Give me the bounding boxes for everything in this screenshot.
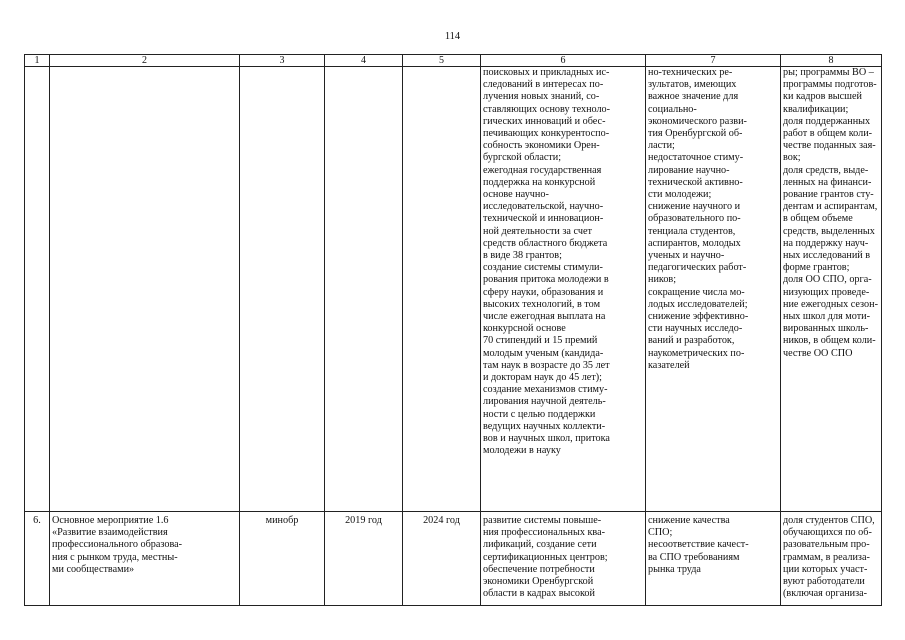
column-header-1: 1 <box>25 55 50 67</box>
measures-table <box>24 54 882 606</box>
table-row-6 <box>25 512 882 606</box>
cell-consequences: но-технических ре- зультатов, имеющих важное значение для социально- экономического разви- тия Оренбургской об- ласти; недостаточное стиму- лирование научно- технической активно- сти молодежи; снижение научного и образовательного по- тенциала студентов, аспирантов, молодых ученых и научно- педагогических работ- ников; сокращение числа мо- лодых исследователей; снижение эффективно- сти научных исследо- ваний и разработок, наукометрических по- казателей <box>646 67 781 512</box>
cell-measure-name: Основное мероприятие 1.6 «Развитие взаимодействия профессионального образова- ния с рынком труда, местны- ми сообществами» <box>50 512 240 606</box>
table-row-continuation <box>25 67 882 512</box>
cell-expected-result: поисковых и прикладных ис- следований в интересах по- лучения новых знаний, со- ставляющих основу техноло- гических инноваций и обес- печивающих конкурентоспо- собность экономики Орен- бургской области; ежегодная государственная поддержка на конкурсной основе научно- исследовательской, научно- технической и инновацион- ной деятельности за счет средств областного бюджета в виде 38 грантов; создание системы стимули- рования притока молодежи в сферу науки, образования и высоких технологий, в том числе ежегодная выплата на конкурсной основе 70 стипендий и 15 премий молодым ученым (кандида- там наук в возрасте до 35 лет и докторам наук до 45 лет); создание механизмов стиму- лирования научной деятель- ности с целью поддержки ведущих научных коллекти- вов и научных школ, притока молодежи в науку <box>481 67 646 512</box>
cell-indicators: доля студентов СПО, обучающихся по об- разовательным про- граммам, в реализа- ции которых участ- вуют работодатели (включая организа- <box>781 512 882 606</box>
cell-number <box>25 67 50 512</box>
column-header-6: 6 <box>481 55 646 67</box>
column-header-7: 7 <box>646 55 781 67</box>
column-header-8: 8 <box>781 55 882 67</box>
column-header-5: 5 <box>403 55 481 67</box>
column-header-2: 2 <box>50 55 240 67</box>
cell-measure-name <box>50 67 240 512</box>
page-number: 114 <box>444 31 461 42</box>
cell-start-year: 2019 год <box>325 512 403 606</box>
cell-end-year <box>403 67 481 512</box>
cell-indicators: ры; программы ВО – программы подготов- ки кадров высшей квалификации; доля поддержанных работ в общем коли- честве поданных зая- вок; доля средств, выде- ленных на финанси- рование грантов сту- дентам и аспирантам, в общем объеме средств, выделенных на поддержку науч- ных исследований в форме грантов; доля ОО СПО, орга- низующих проведе- ние ежегодных сезон- ных школ для моти- вированных школь- ников, в общем коли- честве ОО СПО <box>781 67 882 512</box>
column-number-header <box>25 55 882 67</box>
column-header-4: 4 <box>325 55 403 67</box>
column-header-3: 3 <box>240 55 325 67</box>
cell-end-year: 2024 год <box>403 512 481 606</box>
cell-executor: минобр <box>240 512 325 606</box>
cell-number: 6. <box>25 512 50 606</box>
cell-start-year <box>325 67 403 512</box>
cell-expected-result: развитие системы повыше- ния профессиональных ква- лификаций, создание сети сертификационных центров; обеспечение потребности экономики Оренбургской области в кадрах высокой <box>481 512 646 606</box>
cell-consequences: снижение качества СПО; несоответствие качест- ва СПО требованиям рынка труда <box>646 512 781 606</box>
cell-executor <box>240 67 325 512</box>
